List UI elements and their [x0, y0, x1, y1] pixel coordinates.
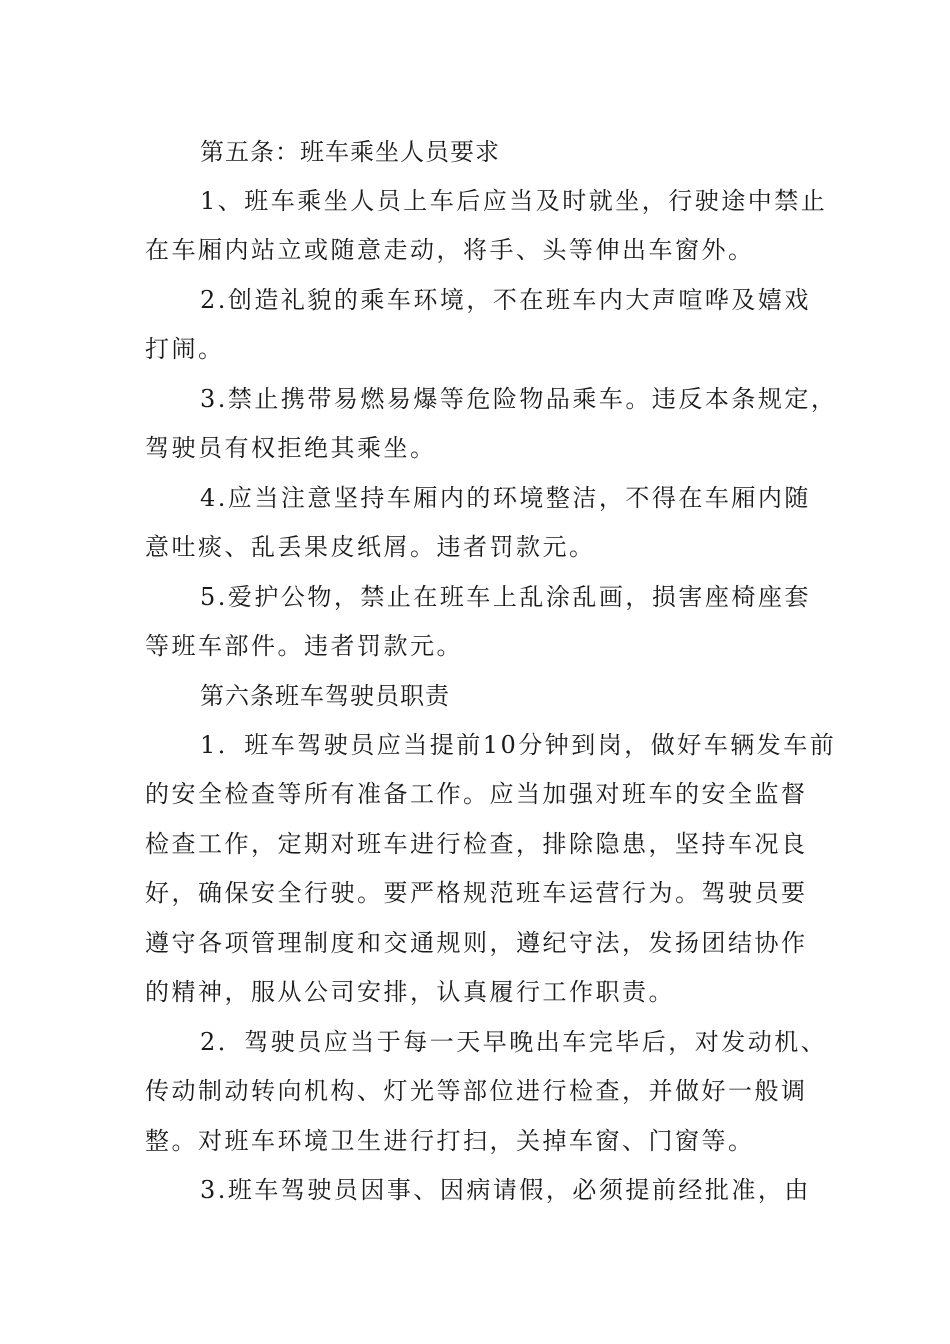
paragraph-line: 意吐痰、乱丢果皮纸屑。违者罚款元。 — [145, 533, 596, 561]
paragraph-line: 2.创造礼貌的乘车环境，不在班车内大声喧哗及嬉戏 — [200, 286, 811, 314]
paragraph-line: 在车厢内站立或随意走动，将手、头等伸出车窗外。 — [145, 236, 755, 264]
paragraph-line: 3.禁止携带易燃易爆等危险物品乘车。违反本条规定， — [200, 385, 838, 413]
paragraph-line: 遵守各项管理制度和交通规则，遵纪守法，发扬团结协作 — [145, 929, 808, 957]
paragraph-line: 好，确保安全行驶。要严格规范班车运营行为。驾驶员要 — [145, 879, 808, 907]
paragraph-line: 3.班车驾驶员因事、因病请假，必须提前经批准，由 — [200, 1176, 811, 1204]
paragraph-line: 1、班车乘坐人员上车后应当及时就坐，行驶途中禁止 — [200, 187, 828, 215]
paragraph-line: 的精神，服从公司安排，认真履行工作职责。 — [145, 978, 675, 1006]
paragraph-line: 5.爱护公物，禁止在班车上乱涂乱画，损害座椅座套 — [200, 583, 811, 611]
paragraph-line: 2．驾驶员应当于每一天早晚出车完毕后，对发动机、 — [200, 1028, 828, 1056]
article-6-heading: 第六条班车驾驶员职责 — [200, 682, 450, 710]
paragraph-line: 驾驶员有权拒绝其乘坐。 — [145, 434, 437, 462]
paragraph-line: 的安全检查等所有准备工作。应当加强对班车的安全监督 — [145, 780, 808, 808]
paragraph-line: 检查工作，定期对班车进行检查，排除隐患，坚持车况良 — [145, 830, 808, 858]
paragraph-line: 整。对班车环境卫生进行打扫，关掉车窗、门窗等。 — [145, 1127, 755, 1155]
paragraph-line: 1．班车驾驶员应当提前10分钟到岗，做好车辆发车前 — [200, 731, 837, 759]
paragraph-line: 打闹。 — [145, 335, 225, 363]
paragraph-line: 等班车部件。违者罚款元。 — [145, 632, 463, 660]
article-5-heading: 第五条：班车乘坐人员要求 — [200, 138, 500, 166]
paragraph-line: 传动制动转向机构、灯光等部位进行检查，并做好一般调 — [145, 1077, 808, 1105]
paragraph-line: 4.应当注意坚持车厢内的环境整洁，不得在车厢内随 — [200, 484, 811, 512]
